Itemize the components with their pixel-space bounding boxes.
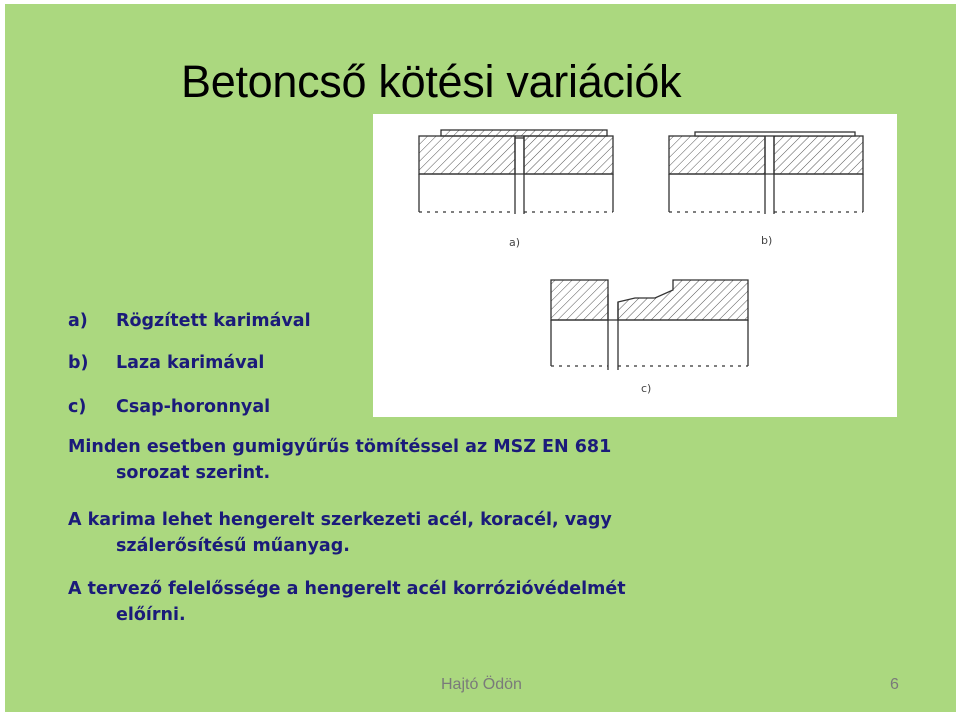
diagram-a [419,130,613,214]
slide-title: Betoncső kötési variációk [181,56,682,107]
paragraph-flange-material [68,507,612,559]
paragraph-sealing [68,434,611,486]
list-item-text: Laza karimával [116,353,265,373]
list-item-text: Csap-horonnyal [116,397,271,417]
paragraph-line: A tervező felelőssége a hengerelt acél korrózióvédelmét [68,579,626,599]
paragraph-line: Minden esetben gumigyűrűs tömítéssel az MSZ EN 681 [68,437,612,457]
diagram-label-b: b) [761,234,773,247]
paragraph-line-indent: előírni. [116,605,186,625]
list-marker: a) [68,311,88,331]
diagram-label-a: a) [509,236,521,249]
joint-diagram-figure [373,114,897,417]
list-item-text: Rögzített karimával [116,311,311,331]
paragraph-line-indent: szálerősítésű műanyag. [116,536,350,556]
diagram-c [551,280,748,370]
paragraph-corrosion [68,576,626,628]
list-marker: c) [68,397,87,417]
list-marker: b) [68,353,89,373]
diagram-label-c: c) [641,382,652,395]
slide [5,4,956,712]
footer-author: Hajtó Ödön [441,676,522,693]
joint-diagram [373,114,897,417]
page-number: 6 [890,676,899,693]
paragraph-line: A karima lehet hengerelt szerkezeti acél, koracél, vagy [68,510,612,530]
paragraph-line-indent: sorozat szerint. [116,463,271,483]
diagram-b [669,132,863,214]
